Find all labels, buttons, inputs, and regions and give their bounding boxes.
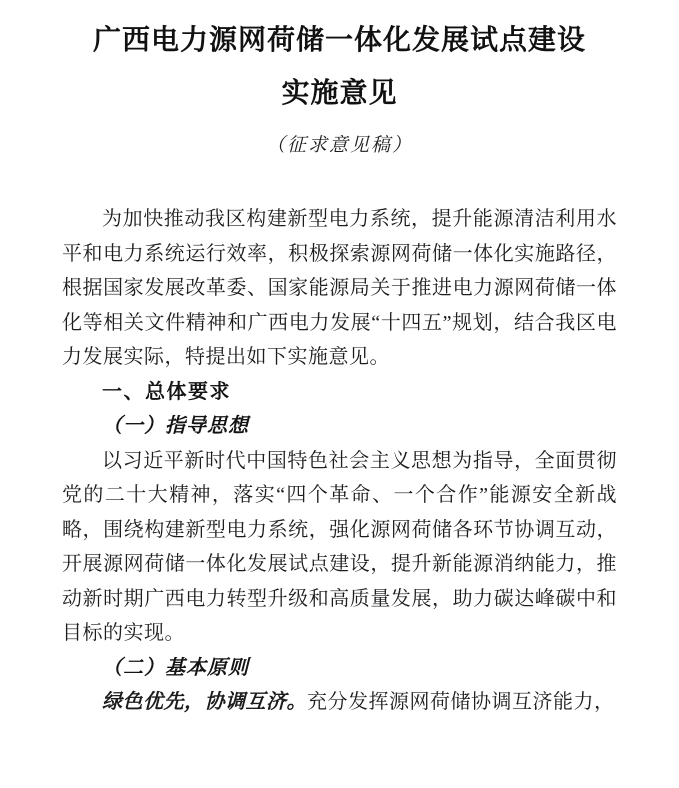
subsection-heading-guiding-ideology: （一）指导思想 [102,415,249,437]
principle-body-text: 充分发挥源网荷储协调互济能力， [307,691,615,713]
paragraph-intro: 为加快推动我区构建新型电力系统，提升能源清洁利用水平和电力系统运行效率，积极探索源网荷储一体化实施路径，根据国家发展改革委、国家能源局关于推进电力源网荷储一体化等相关文件精神和广西电力发展“十四五”规划，结合我区电力发展实际，特提出如下实施意见。 [62,208,617,368]
document-subtitle: （征求意见稿） [265,135,413,156]
title-line-2: 实施意见 [281,78,398,109]
title-line-1: 广西电力源网荷储一体化发展试点建设 [92,25,586,56]
paragraph-guiding-ideology: 以习近平新时代中国特色社会主义思想为指导，全面贯彻党的二十大精神，落实“四个革命、一个合作”能源安全新战略，围绕构建新型电力系统，强化源网荷储各环节协调互动，开展源网荷储一体化发展试点建设，提升新能源消纳能力，推动新时期广西电力转型升级和高质量发展，助力碳达峰碳中和目标的实现。 [62,449,617,644]
subsection-heading-basic-principles: （二）基本原则 [102,656,249,679]
document-title [62,14,617,120]
section-heading-overall-requirements: 一、总体要求 [102,380,231,403]
principle-lead-text: 绿色优先，协调互济。 [102,691,307,713]
paragraph-basic-principles [62,685,617,720]
